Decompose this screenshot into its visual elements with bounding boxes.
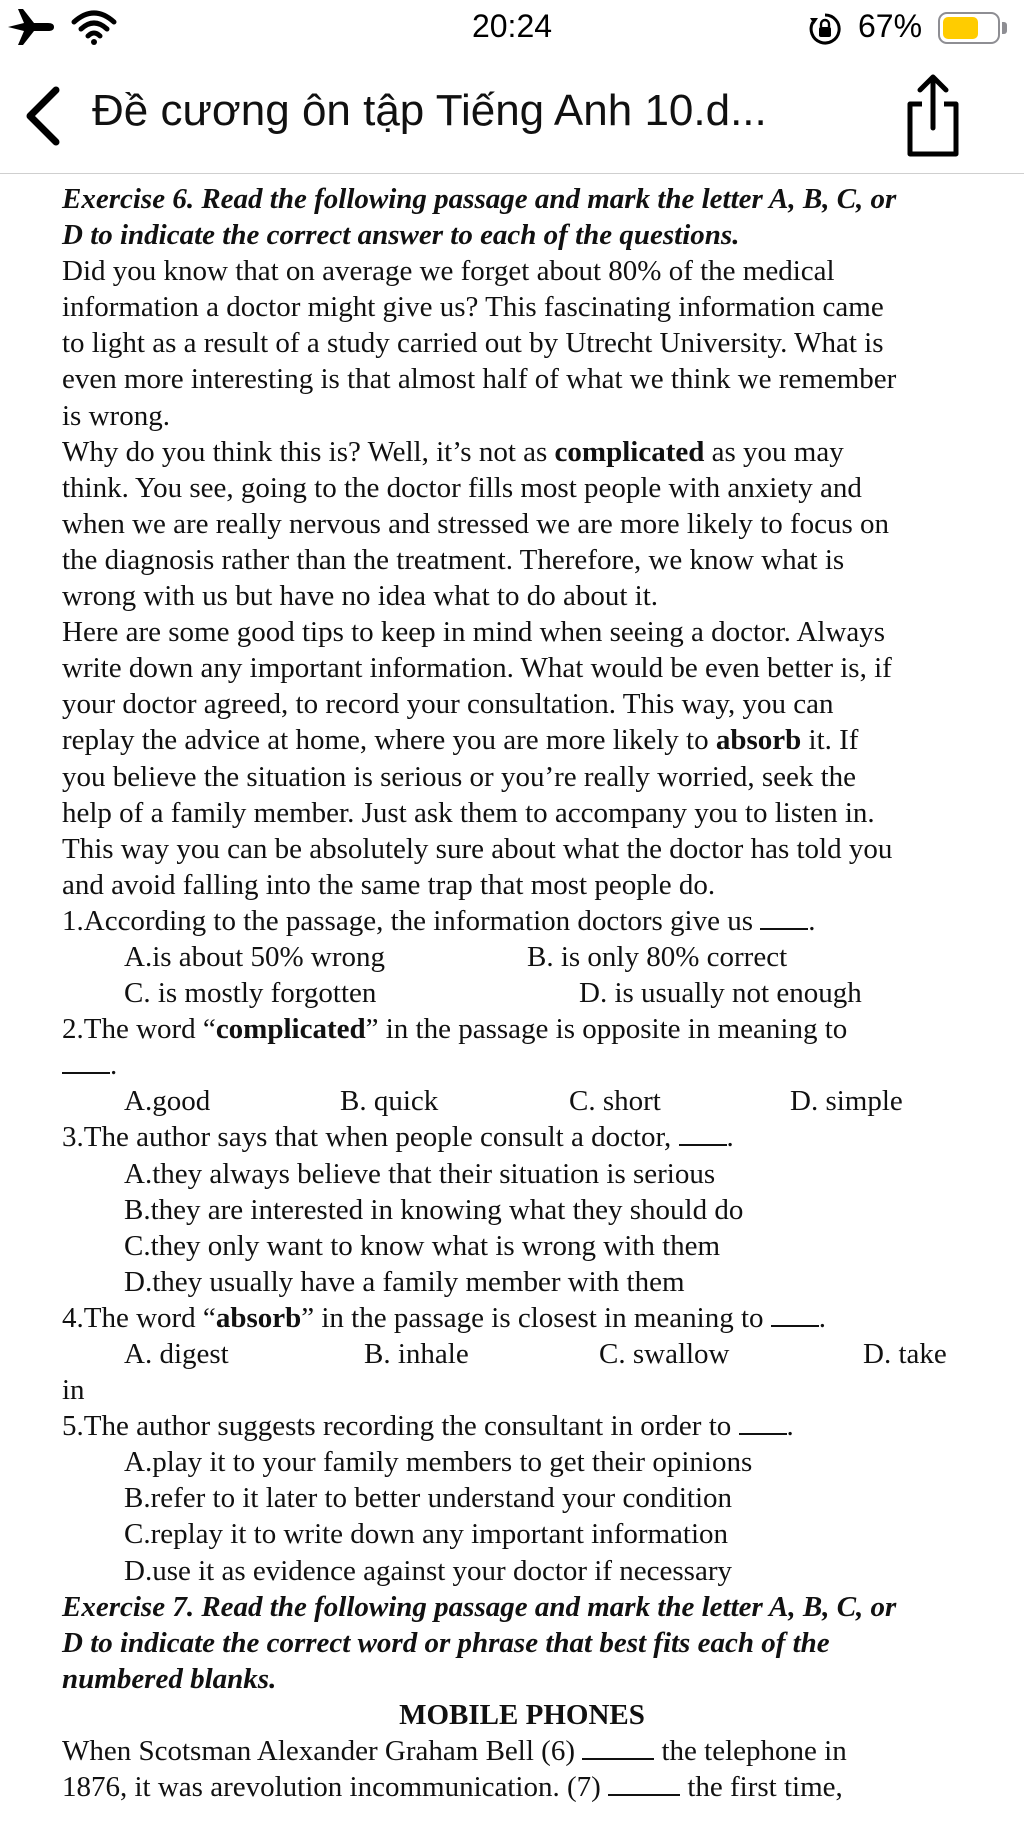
passage-text: 1876, it was arevolution incommunication. (7)	[62, 1771, 601, 1804]
option-b: B. is only 80% correct	[527, 940, 788, 973]
passage-line: is wrong.	[62, 399, 170, 432]
option-d-wrap: in	[62, 1374, 85, 1407]
answer-blank	[582, 1738, 654, 1760]
rotation-lock-icon	[808, 12, 842, 46]
passage-line: Here are some good tips to keep in mind when seeing a doctor. Always	[62, 616, 886, 649]
question-1-options-row	[62, 939, 982, 975]
passage-line: think. You see, going to the doctor fills most people with anxiety and	[62, 471, 862, 504]
option-b: B.refer to it later to better understand your condition	[124, 1482, 733, 1515]
question-text: ” in the passage is opposite in meaning to	[365, 1013, 848, 1046]
passage-text: the telephone in	[661, 1735, 847, 1768]
battery-tip	[1002, 22, 1007, 34]
question-2-wrap: .	[62, 1047, 982, 1083]
question-2	[62, 1011, 982, 1047]
answer-blank	[62, 1052, 110, 1074]
answer-blank	[771, 1305, 819, 1327]
option-a: A.play it to your family members to get their opinions	[124, 1446, 753, 1479]
exercise-6-heading: D to indicate the correct answer to each of the questions.	[62, 219, 740, 252]
exercise-7-heading: D to indicate the correct word or phrase that best fits each of the	[62, 1626, 830, 1659]
option-d: D.they usually have a family member with them	[124, 1265, 685, 1298]
passage-text: as you may	[704, 435, 844, 468]
question-3: 3.The author says that when people consult a doctor, .	[62, 1121, 734, 1154]
nav-bar	[0, 56, 1024, 174]
question-1: 1.According to the passage, the information doctors give us .	[62, 904, 816, 937]
answer-blank	[760, 908, 808, 930]
passage-line: even more interesting is that almost half of what we think we remember	[62, 363, 897, 396]
option-b: B. inhale	[364, 1338, 469, 1370]
exercise-7-heading: numbered blanks.	[62, 1662, 277, 1695]
passage-line: help of a family member. Just ask them to accompany you to listen in.	[62, 796, 875, 829]
option-c: C. is mostly forgotten	[124, 977, 377, 1010]
passage-line	[62, 434, 982, 470]
status-time: 20:24	[471, 8, 553, 44]
passage-text: Why do you think this is? Well, it’s not as	[62, 435, 555, 468]
question-1-options-row	[62, 975, 982, 1011]
option-d: D.use it as evidence against your doctor if necessary	[124, 1554, 732, 1587]
option-b: B. quick	[340, 1085, 439, 1118]
passage-line: Did you know that on average we forget about 80% of the medical	[62, 255, 835, 288]
keyword-complicated: complicated	[215, 1013, 366, 1046]
question-4: 4.The word “absorb” in the passage is closest in meaning to .	[62, 1301, 827, 1334]
keyword-complicated: complicated	[554, 435, 705, 468]
question-text: ” in the passage is closest in meaning to	[301, 1301, 764, 1334]
passage-line: information a doctor might give us? This fascinating information came	[62, 291, 884, 324]
option-c: C. swallow	[599, 1338, 730, 1370]
passage-line: your doctor agreed, to record your consultation. This way, you can	[62, 688, 834, 721]
passage-line: to light as a result of a study carried out by Utrecht University. What is	[62, 327, 884, 360]
passage-line	[62, 1769, 982, 1805]
document-page	[62, 181, 982, 1805]
passage-text: When Scotsman Alexander Graham Bell (6)	[62, 1735, 575, 1768]
answer-blank	[608, 1774, 680, 1796]
question-text: 4.The word “	[62, 1301, 216, 1334]
passage-line: you believe the situation is serious or you’re really worried, seek the	[62, 760, 857, 793]
passage-line: and avoid falling into the same trap that most people do.	[62, 868, 716, 901]
passage-line: the diagnosis rather than the treatment. Therefore, we know what is	[62, 543, 845, 576]
exercise-7-heading: Exercise 7. Read the following passage and mark the letter A, B, C, or	[62, 1590, 897, 1623]
share-button[interactable]	[898, 70, 968, 160]
passage-text: the first time,	[687, 1771, 843, 1804]
option-c: C. short	[569, 1085, 661, 1118]
option-a: A.is about 50% wrong	[124, 940, 385, 973]
passage-text: replay the advice at home, where you are more likely to	[62, 724, 716, 757]
answer-blank	[739, 1413, 787, 1435]
passage-line	[62, 1733, 982, 1769]
question-text: 2.The word “	[62, 1013, 216, 1046]
question-4-options-row	[62, 1336, 982, 1372]
passage-text: it. If	[801, 724, 859, 757]
option-b: B.they are interested in knowing what they should do	[124, 1193, 744, 1226]
status-bar	[0, 0, 1024, 56]
battery-percent: 67%	[858, 8, 923, 44]
battery-icon	[938, 12, 1000, 44]
option-d: D. simple	[790, 1085, 903, 1118]
battery-fill	[943, 17, 978, 39]
answer-blank	[679, 1124, 727, 1146]
passage-line	[62, 722, 982, 758]
option-d: D. is usually not enough	[579, 977, 862, 1010]
question-text: 5.The author suggests recording the consultant in order to	[62, 1410, 732, 1443]
option-a: A. digest	[124, 1338, 229, 1370]
keyword-absorb: absorb	[215, 1301, 302, 1334]
passage-line: This way you can be absolutely sure about what the doctor has told you	[62, 832, 893, 865]
option-c: C.they only want to know what is wrong with them	[124, 1229, 721, 1262]
question-text: 1.According to the passage, the information doctors give us	[62, 904, 754, 937]
back-button[interactable]	[14, 84, 74, 148]
passage-line: write down any important information. What would be even better is, if	[62, 652, 892, 685]
passage-line: when we are really nervous and stressed we are more likely to focus on	[62, 507, 890, 540]
option-d: D. take	[863, 1338, 947, 1370]
question-5: 5.The author suggests recording the consultant in order to .	[62, 1410, 794, 1443]
question-text: 3.The author says that when people consult a doctor,	[62, 1121, 672, 1154]
option-c: C.replay it to write down any important information	[124, 1518, 729, 1551]
document-title: Đề cương ôn tập Tiếng Anh 10.d...	[92, 86, 767, 135]
passage-line: wrong with us but have no idea what to do about it.	[62, 580, 659, 613]
exercise-7-title: MOBILE PHONES	[399, 1698, 645, 1731]
option-a: A.good	[124, 1085, 211, 1118]
keyword-absorb: absorb	[715, 724, 802, 757]
option-a: A.they always believe that their situation is serious	[124, 1157, 716, 1190]
question-2-options-row	[62, 1083, 982, 1119]
exercise-6-heading: Exercise 6. Read the following passage and mark the letter A, B, C, or	[62, 183, 897, 215]
